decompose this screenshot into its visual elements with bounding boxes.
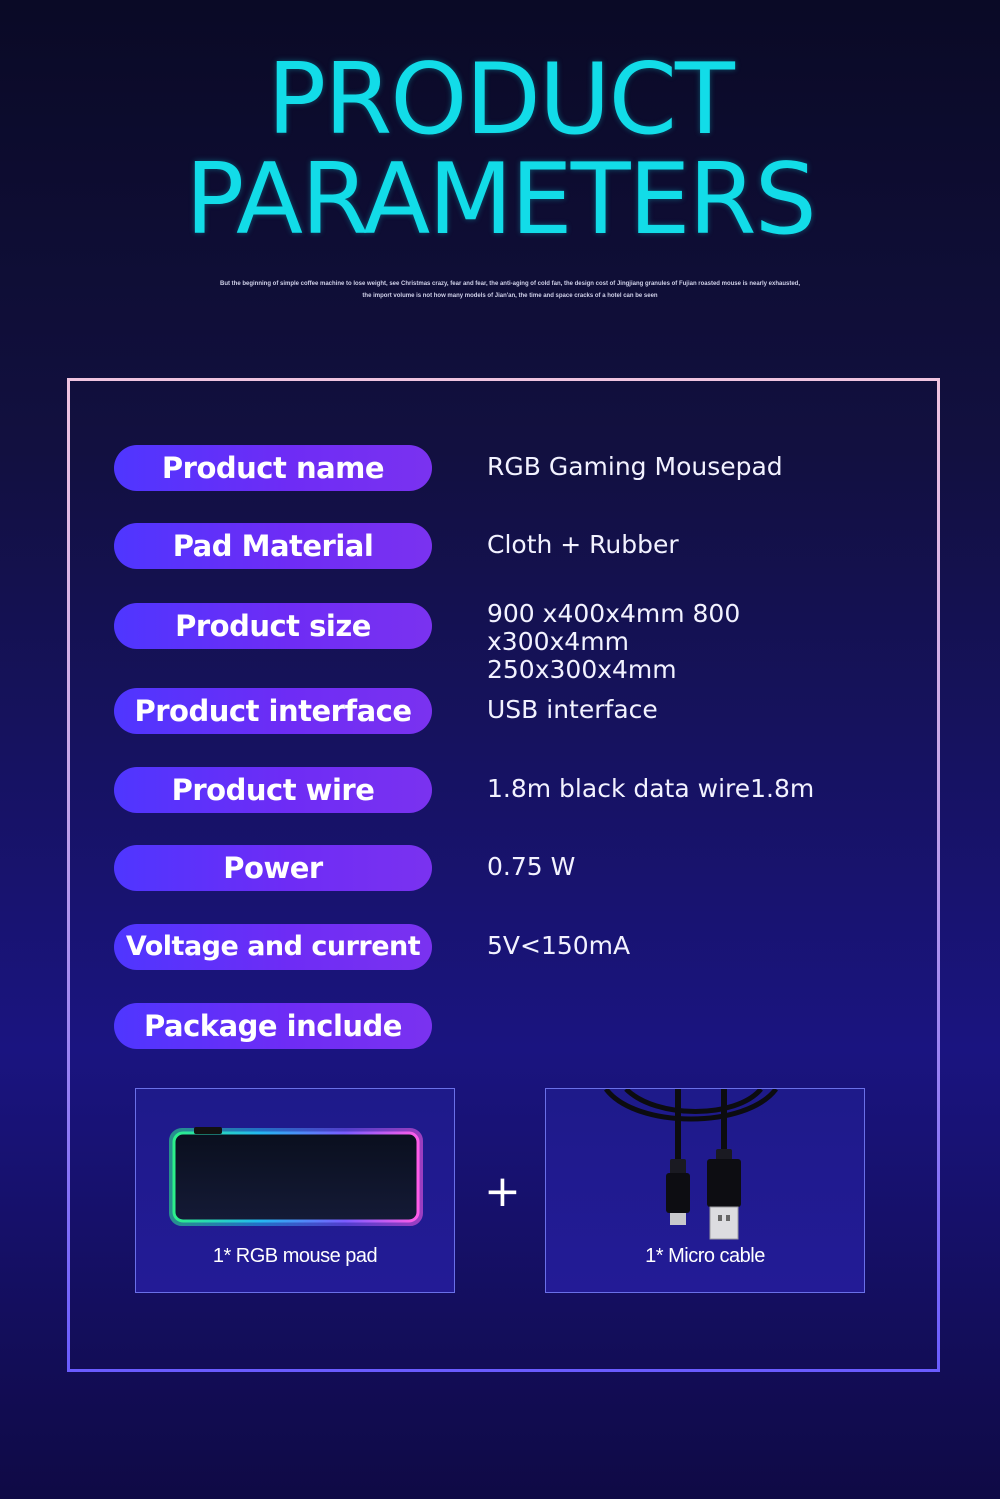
spec-value: 1.8m black data wire1.8m bbox=[487, 774, 815, 803]
page-title-line1: PRODUCT bbox=[267, 43, 733, 157]
package-item-label: 1* Micro cable bbox=[645, 1245, 765, 1267]
page-title-line2: PARAMETERS bbox=[185, 143, 815, 257]
page-subtitle: But the beginning of simple coffee machine to lose weight, see Christmas crazy, fear and fear, the anti-aging of cold fan, the design cost of Jingjiang granules of Fujian roasted mouse is nearly exhausted, the import volume is not how many models of Jian'an, the time and space cracks of a hotel can be seen bbox=[220, 281, 801, 299]
micro-usb-cable-image bbox=[546, 1089, 866, 1249]
plus-sign: + bbox=[484, 1166, 521, 1217]
spec-row bbox=[114, 845, 874, 891]
spec-label-pill: Power bbox=[114, 845, 432, 891]
spec-row bbox=[114, 924, 874, 970]
spec-value: 0.75 W bbox=[487, 852, 576, 881]
spec-label-pill: Product interface bbox=[114, 688, 432, 734]
spec-label-pill: Product wire bbox=[114, 767, 432, 813]
spec-label-pill: Voltage and current bbox=[114, 924, 432, 970]
spec-row bbox=[114, 523, 874, 569]
spec-row bbox=[114, 688, 874, 734]
rgb-mousepad-image bbox=[136, 1089, 456, 1249]
spec-label-pill: Package include bbox=[114, 1003, 432, 1049]
spec-value: USB interface bbox=[487, 695, 658, 724]
package-item-cable bbox=[545, 1088, 865, 1293]
spec-value: 5V<150mA bbox=[487, 931, 631, 960]
spec-row bbox=[114, 445, 874, 491]
spec-row bbox=[114, 1003, 874, 1049]
spec-row bbox=[114, 767, 874, 813]
package-item-mousepad bbox=[135, 1088, 455, 1293]
spec-value: Cloth + Rubber bbox=[487, 530, 679, 559]
spec-label-pill: Product name bbox=[114, 445, 432, 491]
spec-label-pill: Pad Material bbox=[114, 523, 432, 569]
spec-value: RGB Gaming Mousepad bbox=[487, 452, 783, 481]
spec-row bbox=[114, 599, 874, 684]
spec-label-pill: Product size bbox=[114, 603, 432, 649]
package-item-label: 1* RGB mouse pad bbox=[212, 1245, 378, 1267]
spec-value: 900 x400x4mm 800 x300x4mm 250x300x4mm bbox=[487, 599, 741, 684]
